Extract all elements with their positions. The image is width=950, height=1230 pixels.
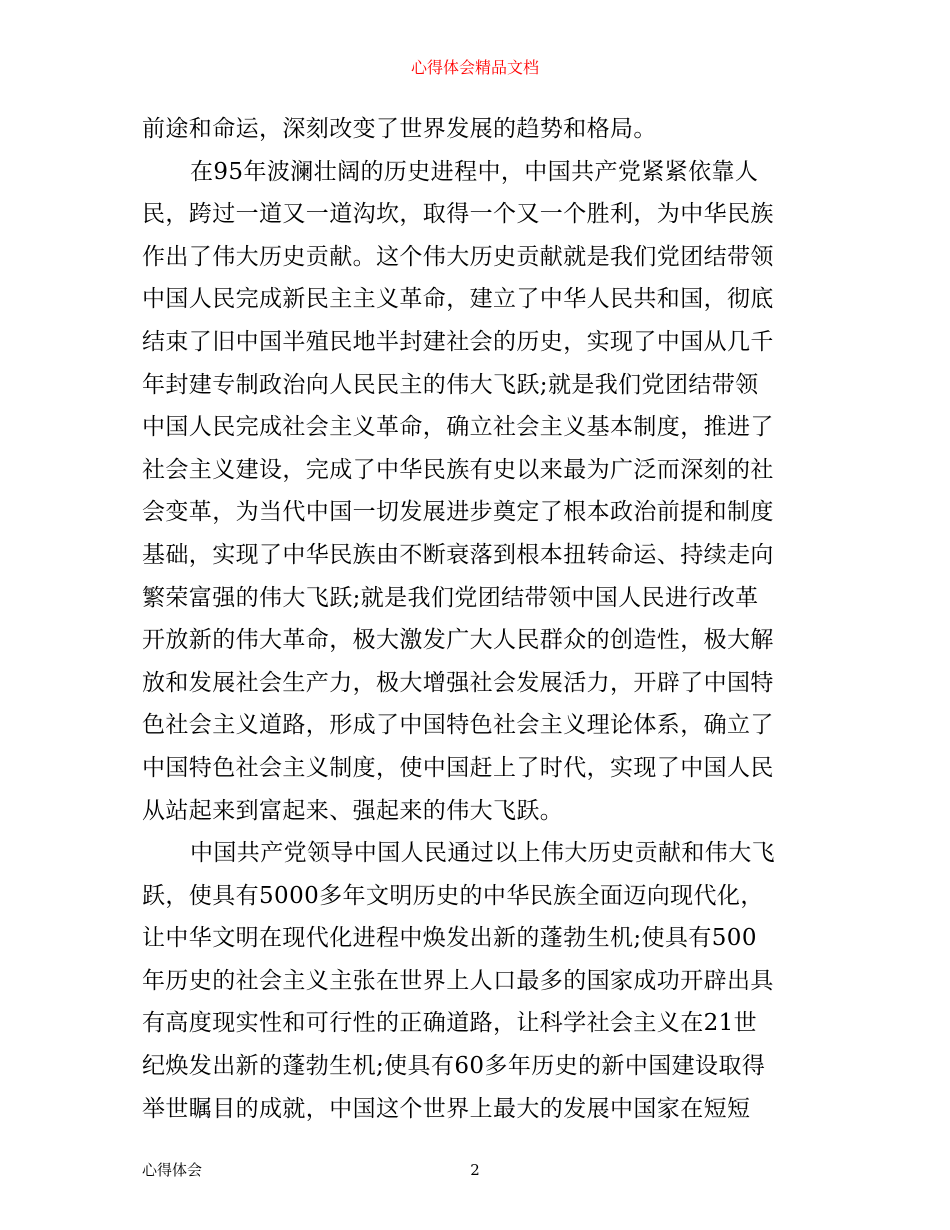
text-line: 开放新的伟大革命，极大激发广大人民群众的创造性，极大解 — [142, 627, 774, 654]
text-line: 中国人民完成社会主义革命，确立社会主义基本制度，推进了 — [142, 414, 774, 441]
document-body — [142, 108, 812, 1130]
text-line: 前途和命运，深刻改变了世界发展的趋势和格局。 — [142, 116, 657, 142]
text-line: 年历史的社会主义主张在世界上人口最多的国家成功开辟出具 — [142, 967, 774, 994]
text-line: 社会主义建设，完成了中华民族有史以来最为广泛而深刻的社 — [142, 456, 774, 483]
page-header-title: 心得体会精品文档 — [410, 58, 539, 77]
text-line: 放和发展社会生产力，极大增强社会发展活力，开辟了中国特 — [142, 669, 774, 696]
text-line: 民，跨过一道又一道沟坎，取得一个又一个胜利，为中华民族 — [142, 201, 774, 228]
text-line: 色社会主义道路，形成了中国特色社会主义理论体系，确立了 — [142, 712, 774, 739]
footer-label: 心得体会 — [142, 1161, 203, 1179]
text-line: 繁荣富强的伟大飞跃;就是我们党团结带领中国人民进行改革 — [142, 584, 759, 611]
text-line: 有高度现实性和可行性的正确道路，让科学社会主义在21世 — [142, 1010, 758, 1037]
text-line: 中国特色社会主义制度，使中国赶上了时代，实现了中国人民 — [142, 754, 774, 781]
text-line: 结束了旧中国半殖民地半封建社会的历史，实现了中国从几千 — [142, 328, 774, 355]
text-line: 让中华文明在现代化进程中焕发出新的蓬勃生机;使具有500 — [142, 925, 757, 952]
paragraph-start-line: 中国共产党领导中国人民通过以上伟大历史贡献和伟大飞 — [190, 840, 775, 867]
text-line: 作出了伟大历史贡献。这个伟大历史贡献就是我们党团结带领 — [142, 243, 774, 270]
text-line: 纪焕发出新的蓬勃生机;使具有60多年历史的新中国建设取得 — [142, 1053, 766, 1080]
text-line: 举世瞩目的成就，中国这个世界上最大的发展中国家在短短 — [142, 1095, 751, 1122]
text-line: 从站起来到富起来、强起来的伟大飞跃。 — [142, 797, 564, 824]
text-line: 年封建专制政治向人民民主的伟大飞跃;就是我们党团结带领 — [142, 371, 759, 398]
text-line: 中国人民完成新民主主义革命，建立了中华人民共和国，彻底 — [142, 286, 774, 313]
text-line: 会变革，为当代中国一切发展进步奠定了根本政治前提和制度 — [142, 499, 774, 526]
text-line: 跃，使具有5000多年文明历史的中华民族全面迈向现代化， — [142, 882, 764, 909]
paragraph-start-line: 在95年波澜壮阔的历史进程中，中国共产党紧紧依靠人 — [190, 158, 759, 185]
page-number: 2 — [470, 1161, 480, 1179]
text-line: 基础，实现了中华民族由不断衰落到根本扭转命运、持续走向 — [142, 541, 774, 568]
